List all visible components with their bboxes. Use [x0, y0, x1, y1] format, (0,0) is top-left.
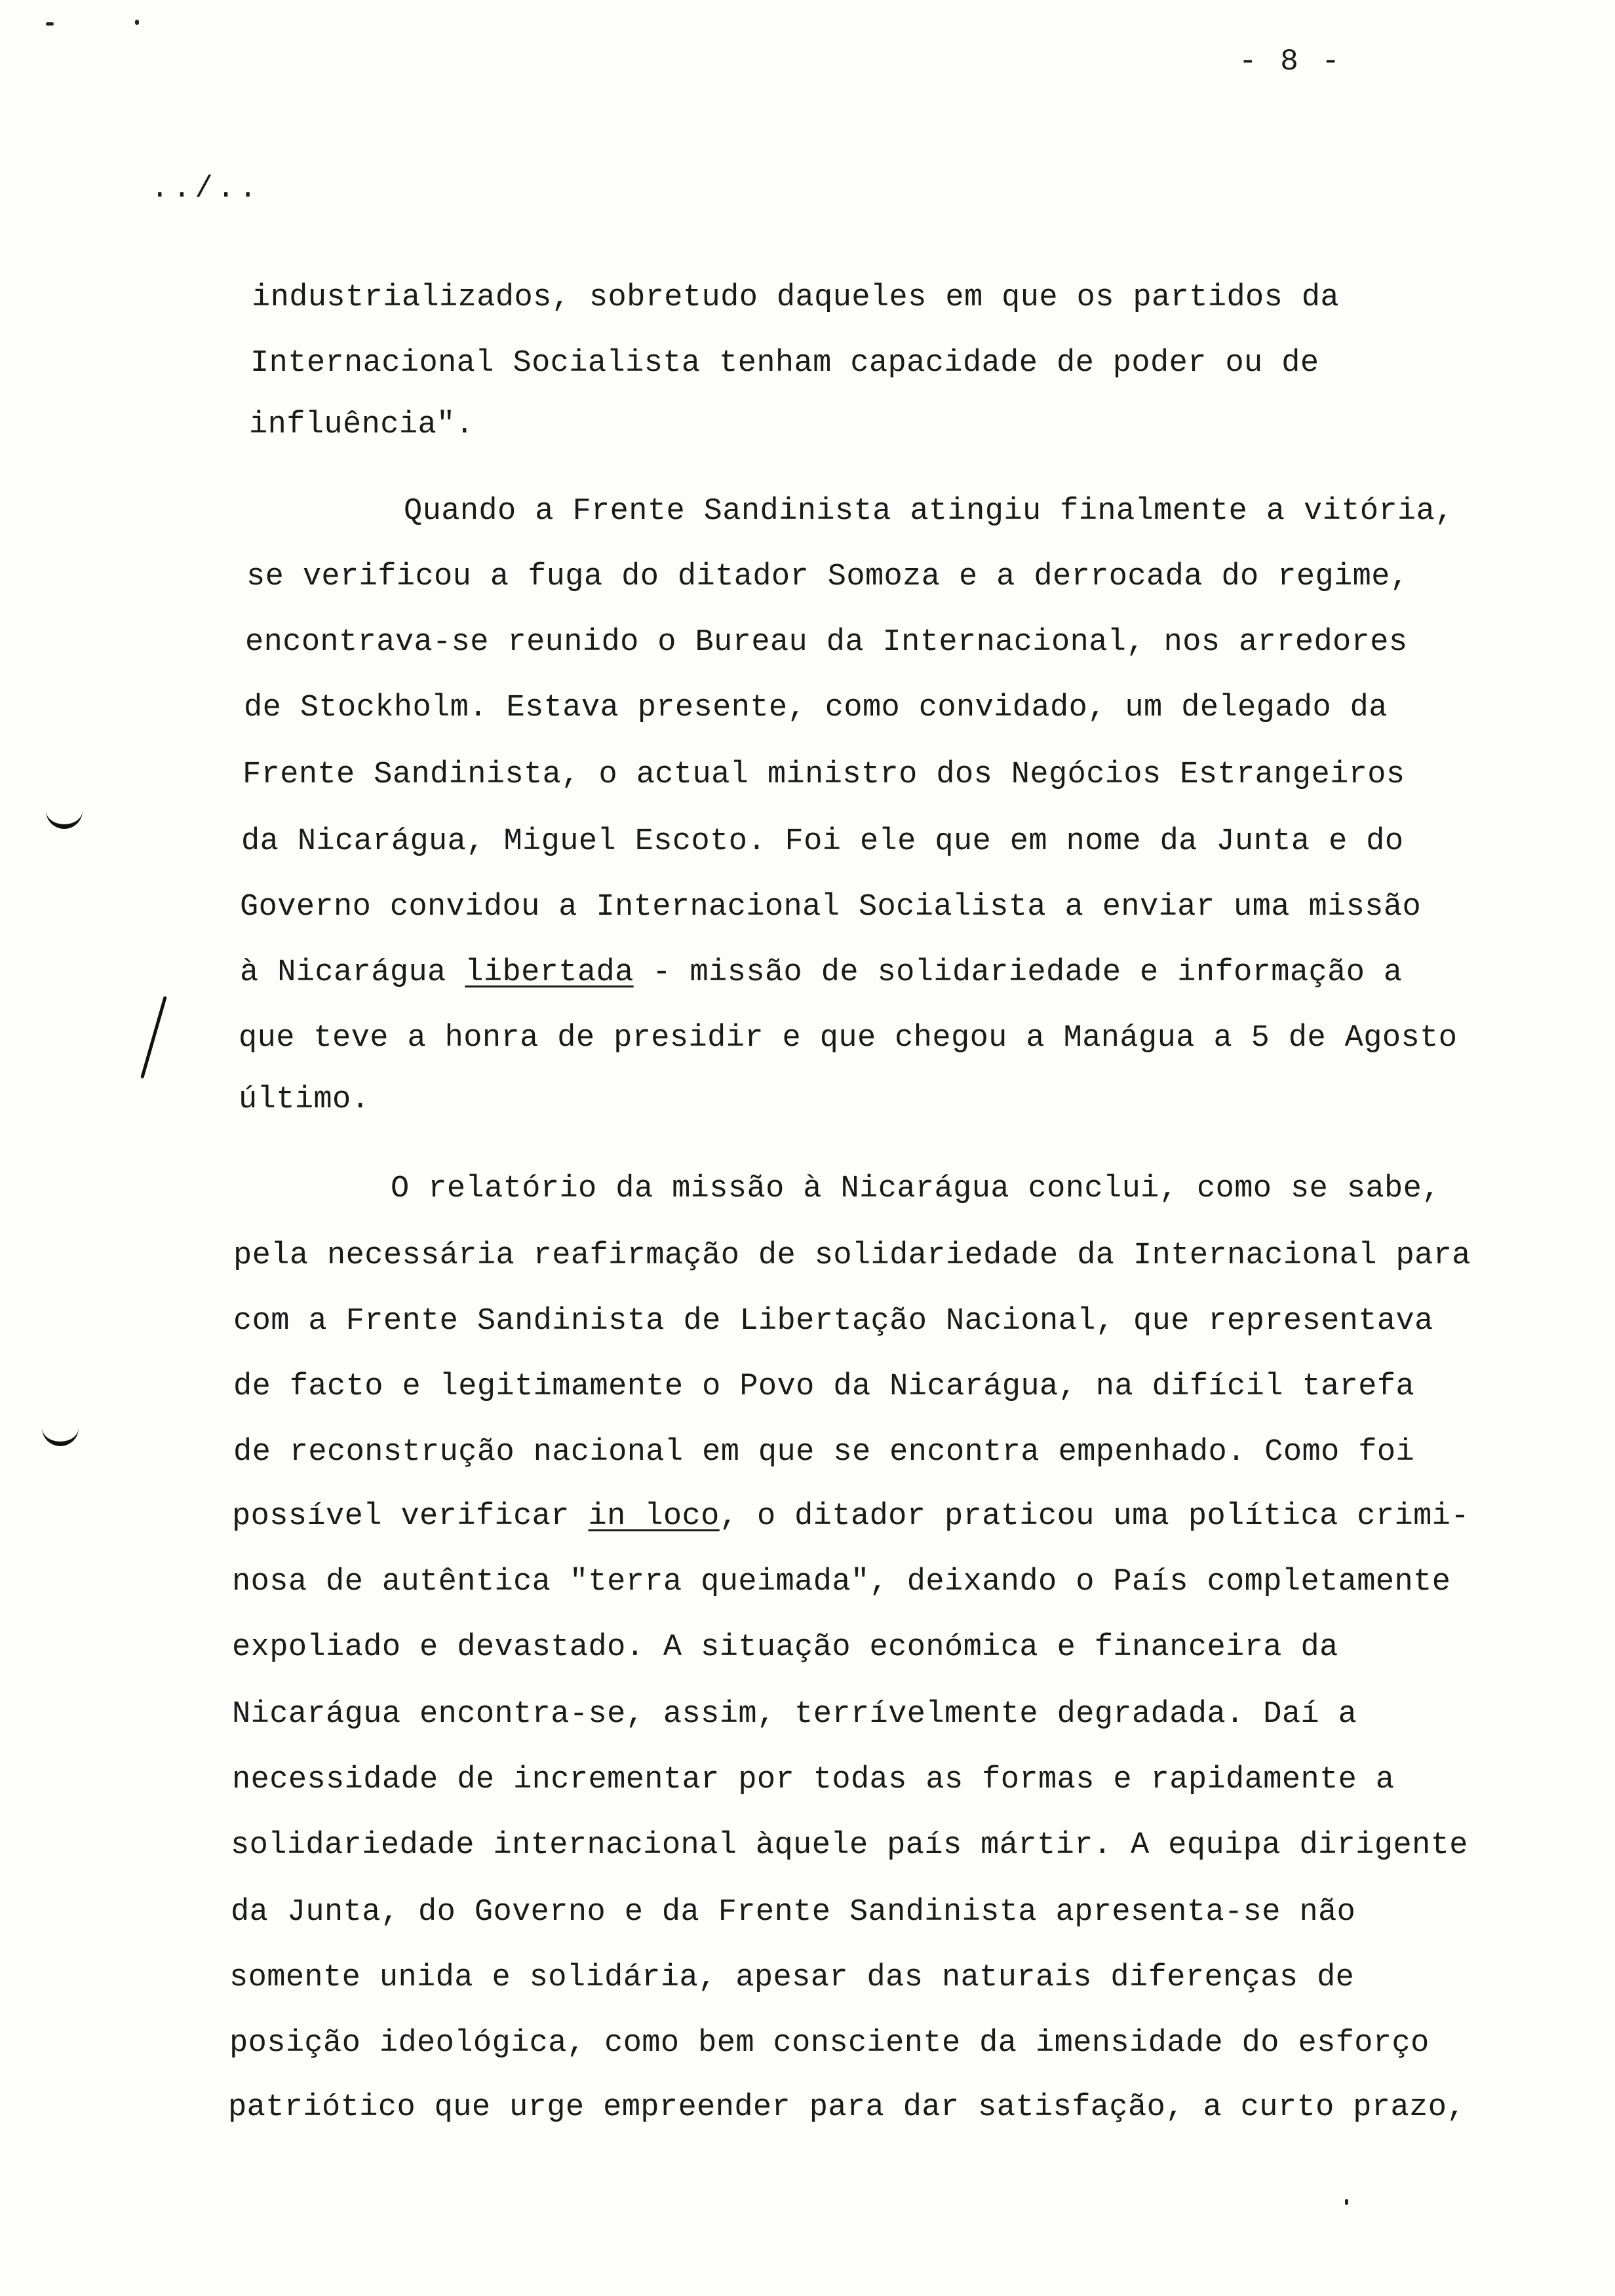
- text-line: Quando a Frente Sandinista atingiu finalmente a vitória,: [404, 494, 1454, 529]
- text-line: pela necessária reafirmação de solidariedade da Internacional para: [233, 1238, 1471, 1273]
- margin-slash-mark: [140, 996, 167, 1079]
- text-line: expoliado e devastado. A situação económica e financeira da: [232, 1630, 1338, 1665]
- text-line: O relatório da missão à Nicarágua conclui, como se sabe,: [391, 1172, 1441, 1206]
- text-line-underlined: [232, 1499, 1469, 1534]
- margin-mark: [46, 806, 83, 829]
- text-line: da Nicarágua, Miguel Escoto. Foi ele que em nome da Junta e do: [241, 824, 1404, 859]
- text-line: industrializados, sobretudo daqueles em que os partidos da: [252, 280, 1340, 315]
- text-line: nosa de autêntica "terra queimada", deixando o País completamente: [232, 1565, 1451, 1599]
- underlined-word: libertada: [465, 955, 634, 990]
- text-span: - missão de solidariedade e informação a: [633, 955, 1403, 990]
- text-line: de facto e legitimamente o Povo da Nicarágua, na difícil tarefa: [233, 1369, 1415, 1404]
- text-line: de reconstrução nacional em que se encontra empenhado. Como foi: [233, 1435, 1415, 1470]
- continuation-mark: ../..: [151, 172, 262, 206]
- scan-speck: [46, 22, 54, 26]
- text-line: somente unida e solidária, apesar das naturais diferenças de: [229, 1961, 1355, 1995]
- text-span: à Nicarágua: [240, 955, 465, 990]
- text-span: , o ditador praticou uma política crimi-: [719, 1499, 1469, 1534]
- page-number: - 8 -: [1239, 45, 1343, 79]
- underlined-phrase: in loco: [588, 1499, 720, 1534]
- text-line: encontrava-se reunido o Bureau da Internacional, nos arredores: [245, 625, 1408, 660]
- margin-mark: [42, 1423, 79, 1446]
- text-line: se verificou a fuga do ditador Somoza e a derrocada do regime,: [246, 560, 1409, 594]
- scan-speck: [135, 20, 139, 25]
- text-line: Frente Sandinista, o actual ministro dos Negócios Estrangeiros: [243, 757, 1405, 792]
- text-line-underlined: [240, 955, 1403, 990]
- text-line: de Stockholm. Estava presente, como convidado, um delegado da: [244, 691, 1388, 725]
- text-line: Internacional Socialista tenham capacidade de poder ou de: [250, 346, 1319, 381]
- text-line: patriótico que urge empreender para dar satisfação, a curto prazo,: [228, 2090, 1466, 2125]
- text-line: da Junta, do Governo e da Frente Sandinista apresenta-se não: [231, 1895, 1356, 1930]
- text-line: posição ideológica, como bem consciente da imensidade do esforço: [229, 2026, 1430, 2061]
- scan-speck: [1345, 2199, 1348, 2205]
- text-line: Nicarágua encontra-se, assim, terrívelmente degradada. Daí a: [232, 1697, 1357, 1732]
- text-line: que teve a honra de presidir e que chegou a Manágua a 5 de Agosto: [239, 1021, 1458, 1056]
- text-line: influência".: [249, 408, 475, 442]
- text-line: Governo convidou a Internacional Socialista a enviar uma missão: [240, 890, 1422, 925]
- text-span: possível verificar: [232, 1499, 589, 1534]
- text-line: último.: [239, 1082, 370, 1117]
- text-line: solidariedade internacional àquele país mártir. A equipa dirigente: [231, 1828, 1468, 1863]
- text-line: necessidade de incrementar por todas as formas e rapidamente a: [232, 1763, 1395, 1797]
- text-line: com a Frente Sandinista de Libertação Nacional, que representava: [233, 1304, 1433, 1339]
